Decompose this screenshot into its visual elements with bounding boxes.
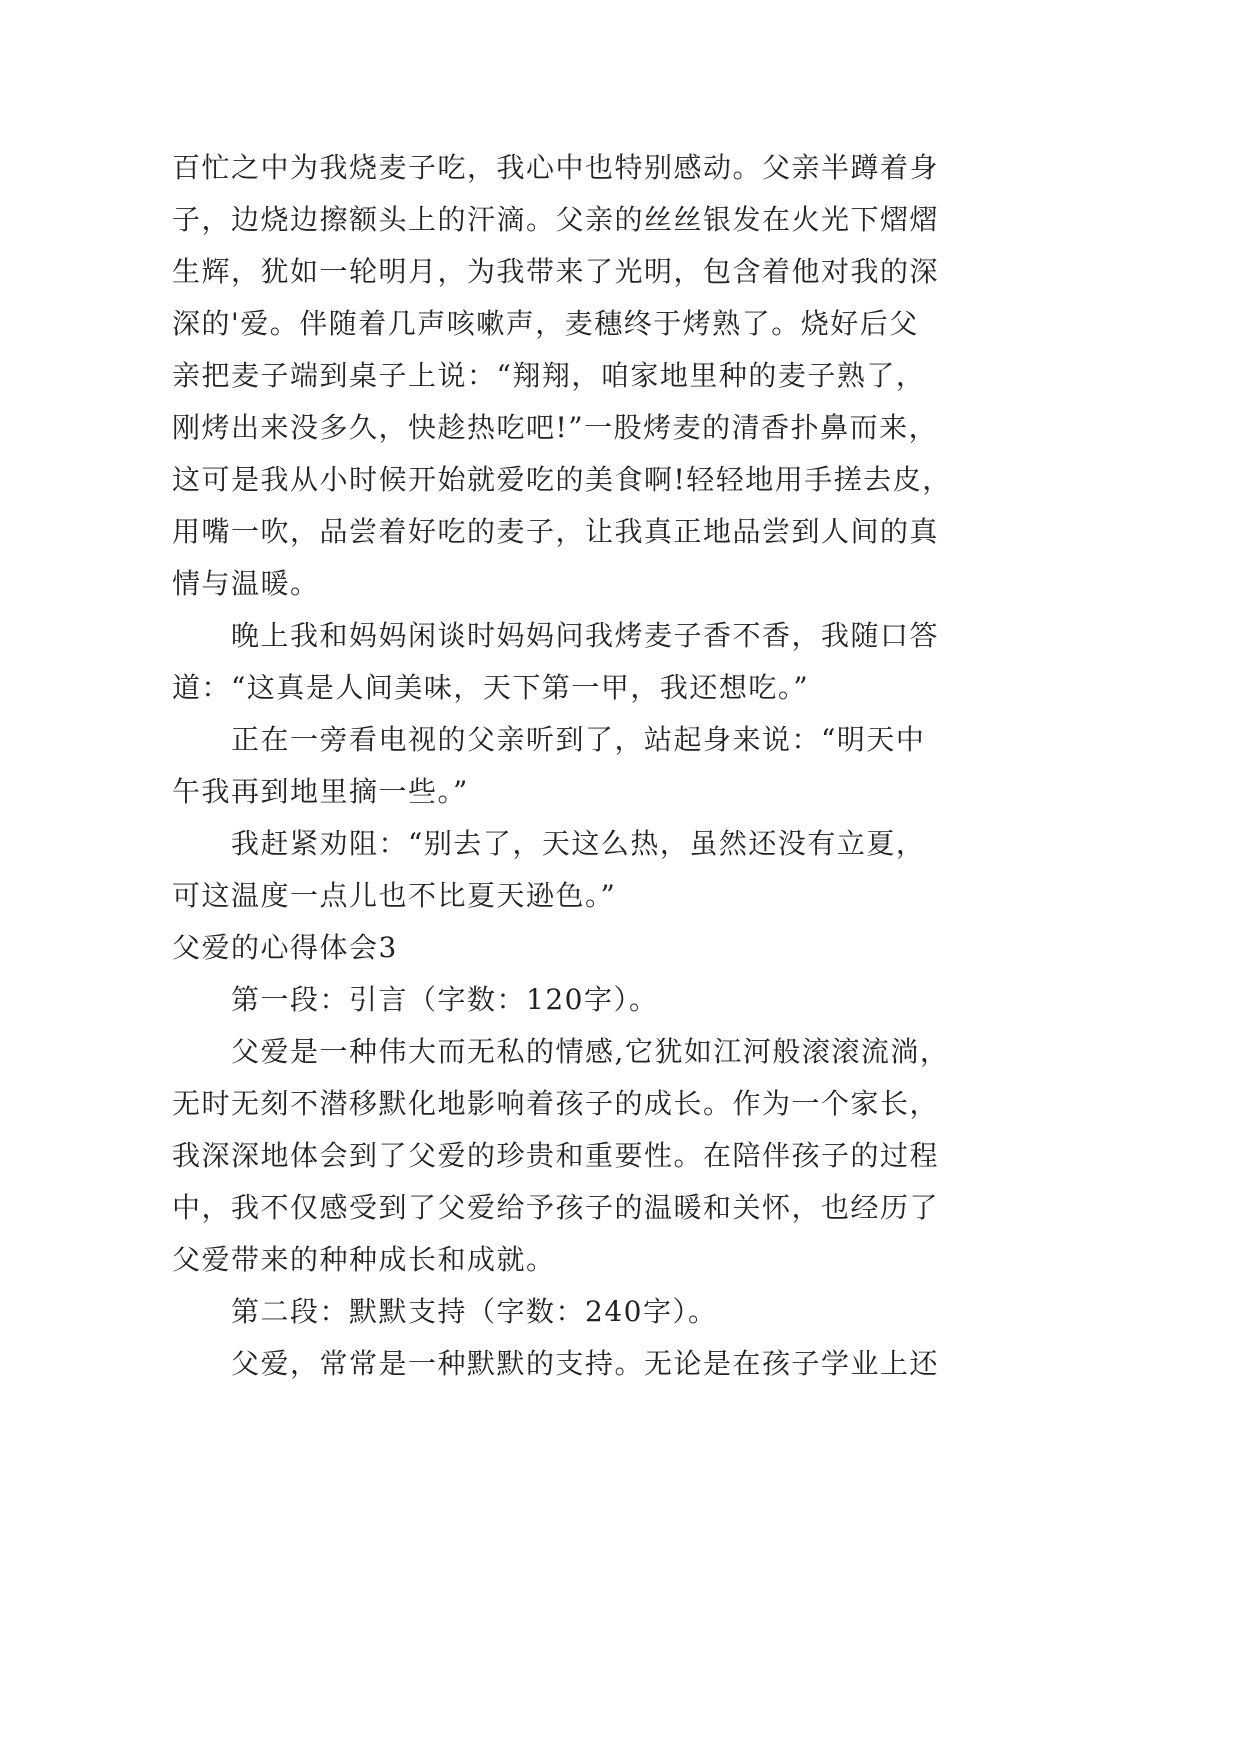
paragraph xyxy=(172,818,1072,922)
text-line: 父爱带来的种种成长和成就。 xyxy=(172,1243,556,1276)
paragraph xyxy=(172,610,1072,714)
paragraph xyxy=(172,1286,1072,1338)
text-line: 我深深地体会到了父爱的珍贵和重要性。在陪伴孩子的过程 xyxy=(172,1139,940,1172)
text-line: 子，边烧边擦额头上的汗滴。父亲的丝丝银发在火光下熠熠 xyxy=(172,203,940,236)
text-line: 刚烤出来没多久，快趁热吃吧!”一股烤麦的清香扑鼻而来， xyxy=(172,411,939,444)
text-line: 中，我不仅感受到了父爱给予孩子的温暖和关怀，也经历了 xyxy=(172,1191,940,1224)
text-line: 无时无刻不潜移默化地影响着孩子的成长。作为一个家长， xyxy=(172,1087,940,1120)
document-body xyxy=(172,142,1072,1390)
paragraph xyxy=(172,1338,1072,1390)
text-line: 父爱是一种伟大而无私的情感,它犹如江河般滚滚流淌， xyxy=(231,1035,950,1068)
text-line: 正在一旁看电视的父亲听到了，站起身来说：“明天中 xyxy=(231,723,926,756)
text-line: 道：“这真是人间美味，天下第一甲，我还想吃。” xyxy=(172,671,810,704)
paragraph xyxy=(172,142,1072,610)
text-line: 深的'爱。伴随着几声咳嗽声，麦穗终于烤熟了。烧好后父 xyxy=(172,307,919,340)
text-line: 亲把麦子端到桌子上说：“翔翔，咱家地里种的麦子熟了， xyxy=(172,359,926,392)
text-line: 百忙之中为我烧麦子吃，我心中也特别感动。父亲半蹲着身 xyxy=(172,151,940,184)
text-line: 晚上我和妈妈闲谈时妈妈问我烤麦子香不香，我随口答 xyxy=(231,619,940,652)
paragraph xyxy=(172,1026,1072,1286)
text-line: 用嘴一吹，品尝着好吃的麦子，让我真正地品尝到人间的真 xyxy=(172,515,940,548)
text-line: 第二段：默默支持（字数：240字）。 xyxy=(231,1295,718,1328)
text-line: 这可是我从小时候开始就爱吃的美食啊!轻轻地用手搓去皮， xyxy=(172,463,952,496)
text-line: 第一段：引言（字数：120字）。 xyxy=(231,983,659,1016)
text-line: 午我再到地里摘一些。” xyxy=(172,775,469,808)
text-line: 情与温暖。 xyxy=(172,567,320,600)
text-line: 父爱，常常是一种默默的支持。无论是在孩子学业上还 xyxy=(231,1347,940,1380)
text-line: 生辉，犹如一轮明月，为我带来了光明，包含着他对我的深 xyxy=(172,255,940,288)
text-line: 我赶紧劝阻：“别去了，天这么热，虽然还没有立夏， xyxy=(231,827,926,860)
paragraph xyxy=(172,714,1072,818)
paragraph xyxy=(172,974,1072,1026)
heading-text: 父爱的心得体会3 xyxy=(172,931,398,964)
text-line: 可这温度一点儿也不比夏天逊色。” xyxy=(172,879,617,912)
section-heading xyxy=(172,922,1072,974)
